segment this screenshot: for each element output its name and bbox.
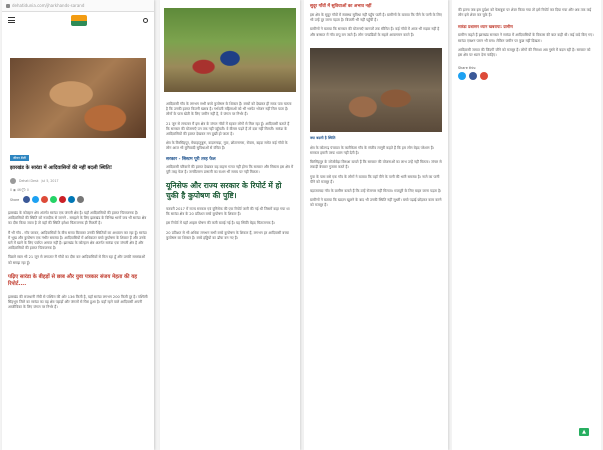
article-photo-feet bbox=[310, 48, 442, 132]
paragraph: गुवा के पास बसे एक गाँव के लोगों ने बताया कि यहाँ पीने के पानी की भारी समस्या है। नाले का पानी पीने को मजबूर हैं। bbox=[310, 174, 440, 184]
share-bar bbox=[10, 196, 146, 203]
article-column-3 bbox=[304, 0, 448, 450]
google-plus-icon[interactable] bbox=[41, 196, 48, 203]
article-meta bbox=[10, 178, 146, 184]
paragraph: 21 जून से लगातार मैं इस क्षेत्र के जंगल गाँवों में रहकर लोगों से मिल रहा हूँ। आदिवासी बताते हैं कि सरकार की योजनाएँ उन तक नहीं पहुँचती। वे बीमार पड़ते हैं तो दवा नहीं मिलती। सारंडा के आदिवासियों की हालत देखकर मन दुखी हो जाता है। bbox=[166, 121, 290, 137]
article-photo-children bbox=[10, 58, 146, 138]
paragraph: झारखंड की राजधानी राँची से पश्चिम की ओर 136 किमी है, यहाँ सारंडा लगभग 200 किमी दूर है। पश्चिमी सिंहभूम जिले का सारंडा का यह क्षेत्र पहाड़ों और जंगलों से घिरा हुआ है। यहाँ रहने वाले आदिवासी अपनी आजीविका के लिए जंगल पर निर्भर हैं। bbox=[8, 294, 148, 310]
paragraph: आदिवासी गाँव के लगभग सभी बच्चे कुपोषण के शिकार हैं। बच्चों को देखकर ही साफ पता चलता है कि उनकी हालत कितनी खराब है। गर्भवती महिलाओं को भी भरपेट भोजन नहीं मिल पाता है। लोगों के पास खेती के लिए जमीन नहीं है, वे जंगल पर निर्भर हैं। bbox=[166, 102, 292, 117]
paragraph: झारखंड के कोल्हान क्षेत्र अंतर्गत सारंडा एक जंगली क्षेत्र है। यहाँ आदिवासियों की हालत चिंताजनक है। आदिवासियों की स्थिति को नजदीक से जानने - समझने के लिए झारखंड के विभिन्न भागों जब भी सारंडा क्षेत्र का दौरा किया जाता है तो वहाँ की स्थिति हमेशा चिंताजनक ही मिलती है। bbox=[8, 211, 147, 226]
author-avatar bbox=[10, 178, 16, 184]
photo-caption: क्या बदली है स्थिति bbox=[310, 135, 336, 140]
paragraph: क्षेत्र के बिरसिंहपुर, मेघाहातुबुरू, कदलगाड़ा, गुवा, छोटानागरा, रोवाम, बहदा समेत कई गाँवों के लोग आज भी बुनियादी सुविधाओं से वंचित हैं। bbox=[166, 141, 288, 151]
paragraph: बड़ाजामदा गाँव के ग्रामीण बताते हैं कि उन्हें रोजगार नहीं मिलता। मजदूरी के लिए बाहर जाना पड़ता है। bbox=[310, 189, 442, 194]
paragraph: फरवरी 2017 में राज्य सरकार एवं यूनिसेफ की एक रिपोर्ट जारी की गई थी जिसमें कहा गया था कि सारंडा क्षेत्र के 20 प्रतिशत बच्चे कुपोषण के शिकार हैं। bbox=[166, 207, 290, 217]
paragraph: पिछले साल भी 21 जून से लगातार मैं गाँवों का दौरा कर आदिवासियों से मिल रहा हूँ और उनकी समस्याओं को समझ रहा हूँ। bbox=[8, 255, 146, 265]
article-title: झारखंड के सारंडा में आदिवासियों की नहीं बदली स्थिति! bbox=[10, 165, 113, 171]
twitter-icon[interactable] bbox=[32, 196, 39, 203]
paragraph: आदिवासी परिवारों की हालत देखकर यह कहना गलत नहीं होगा कि सरकार और सिस्टम इस क्षेत्र में पूरी तरह फेल है। जनवितरण प्रणाली का राशन भी समय पर नहीं मिलता। bbox=[166, 164, 294, 174]
section-heading: सरकार - सिस्टम पूरी तरह फेल bbox=[166, 156, 216, 162]
article-stats: 0 ◉ 46 💬 0 bbox=[10, 188, 29, 192]
paragraph: ग्रामीणों ने बताया कि सरकार की योजनाएँ कागजों तक सीमित हैं। कई गाँवों में आज भी सड़क नहीं है और बरसात में गाँव टापू बन जाते हैं। लोग पगडंडियों के सहारे आवागमन करते हैं। bbox=[310, 27, 440, 37]
paragraph: मैं भी गाँव - गाँव जाकर, आदिवासियों के बीच समय बिताकर उनकी स्थितियों का अध्ययन कर रहा हूँ। सारंडा में भूख और कुपोषण एक गंभीर समस्या है। आदिवासियों में अधिकतर बच्चे कुपोषण के शिकार हैं और उनके घरों में खाने के लिए पर्याप्त अनाज नहीं है। झारखंड के कोल्हान क्षेत्र अंतर्गत सारंडा एक जंगली क्षेत्र है और आदिवासियों की हालत चिंताजनक है। bbox=[8, 230, 147, 251]
paragraph: 20 प्रतिशत से भी अधिक लगभग सभी बच्चे कुपोषण के शिकार हैं, लगभग हर आदिवासी बच्चा कुपोषण का शिकार है। बच्चे हड्डियों का ढाँचा बन गए हैं। bbox=[166, 230, 289, 240]
paragraph: क्षेत्र के कोटगढ़ पंचायत के कारीकेला गाँव के संजीव लागुरी कहते हैं कि हम लोग बेहद परेशान हैं। सरकार हमारी तरफ ध्यान नहीं देती है। bbox=[310, 145, 434, 156]
author-name[interactable]: Dehati Desk bbox=[19, 179, 39, 183]
share-label: Share bbox=[10, 197, 20, 202]
paragraph: इस रिपोर्ट में यहाँ आहार पोषण की कमी बताई गई है। यह स्थिति बेहद चिंताजनक है। bbox=[166, 221, 275, 226]
share-this-label: Share this: bbox=[458, 66, 477, 71]
scroll-top-icon[interactable]: ▲ bbox=[579, 428, 589, 436]
email-icon[interactable] bbox=[77, 196, 84, 203]
whatsapp-icon[interactable] bbox=[50, 196, 57, 203]
section-heading: सुदूर गाँवों में सुविधाओं का अभाव नहीं bbox=[310, 4, 372, 9]
article-photo-women bbox=[164, 8, 296, 92]
facebook-icon[interactable] bbox=[23, 196, 30, 203]
linkedin-icon[interactable] bbox=[68, 196, 75, 203]
category-badge[interactable]: जीवन शैली bbox=[10, 155, 29, 161]
publish-date: Jul 5, 2017 bbox=[41, 179, 59, 183]
twitter-icon[interactable] bbox=[458, 72, 466, 80]
section-heading: सारंडा प्रशासन ध्यान खबराया: ग्रामीण bbox=[458, 24, 513, 30]
article-column-2 bbox=[160, 0, 300, 450]
paragraph: इस क्षेत्र के सुदूर गाँवों में स्वास्थ्य सुविधा नहीं पहुँच पाती है। ग्रामीणों के बताया कि पीने के पानी के लिए भी उन्हें दूर जाना पड़ता है। बिजली भी नहीं पहुँची है। bbox=[310, 13, 442, 23]
search-icon[interactable] bbox=[143, 18, 148, 23]
paragraph: आदिवासी जमात की जिंदगी जीने को मजबूर हैं। लोगों की निराशा अब गुस्से में बदल रही है। सरकार को इस क्षेत्र पर ध्यान देना चाहिए। bbox=[458, 47, 591, 58]
menu-icon[interactable] bbox=[8, 17, 15, 23]
address-bar[interactable] bbox=[2, 0, 154, 12]
article-column-4 bbox=[452, 0, 601, 450]
paragraph: ग्रामीणों ने बताया कि खदान खुलने के बाद भी उनकी स्थिति नहीं सुधरी। बच्चे पढ़ाई छोड़कर काम करने को मजबूर हैं। bbox=[310, 198, 442, 208]
site-logo[interactable] bbox=[71, 15, 87, 26]
paragraph: बिरसिंहपुर के जोजोबेड़ा बिरुआ बताते हैं कि सरकार की योजनाओं का लाभ उन्हें नहीं मिलता। जंगल से लकड़ी बेचकर गुजारा करते हैं। bbox=[310, 160, 442, 170]
paragraph: ग्रामीण कहते हैं झारखंड सरकार ने सारंडा में आदिवासियों के विकास की बात कही थी। कई वादे किए गए। सारंडा एक्शन प्लान भी बना। लेकिन जमीन पर कुछ नहीं दिखता। bbox=[458, 33, 594, 43]
facebook-icon[interactable] bbox=[469, 72, 477, 80]
pull-quote: यूनिसेफ और राज्य सरकार के रिपोर्ट में हो चुकी है कुपोषण की पुष्टि। bbox=[166, 181, 282, 201]
paragraph: की इतना जब इस दुर्दशा को फेसबुक पर शेयर किया गया तो इसे रिपोर्ट कर दिया गया और अब तक कई लोग इसे शेयर कर चुके हैं। bbox=[458, 8, 592, 18]
pinterest-icon[interactable] bbox=[59, 196, 66, 203]
lock-icon bbox=[6, 4, 10, 8]
share-this-box bbox=[458, 66, 595, 80]
google-plus-icon[interactable] bbox=[480, 72, 488, 80]
section-heading: पढ़िए सारंडा के बीहड़ों से छाब और युवा पत्रकार संजय मेहता की यह रिपोर्ट.... bbox=[8, 273, 137, 288]
site-header bbox=[2, 12, 154, 28]
article-column-1 bbox=[2, 0, 154, 450]
url-text: dehatidunia.com/jharkhands-sarand bbox=[12, 3, 85, 8]
